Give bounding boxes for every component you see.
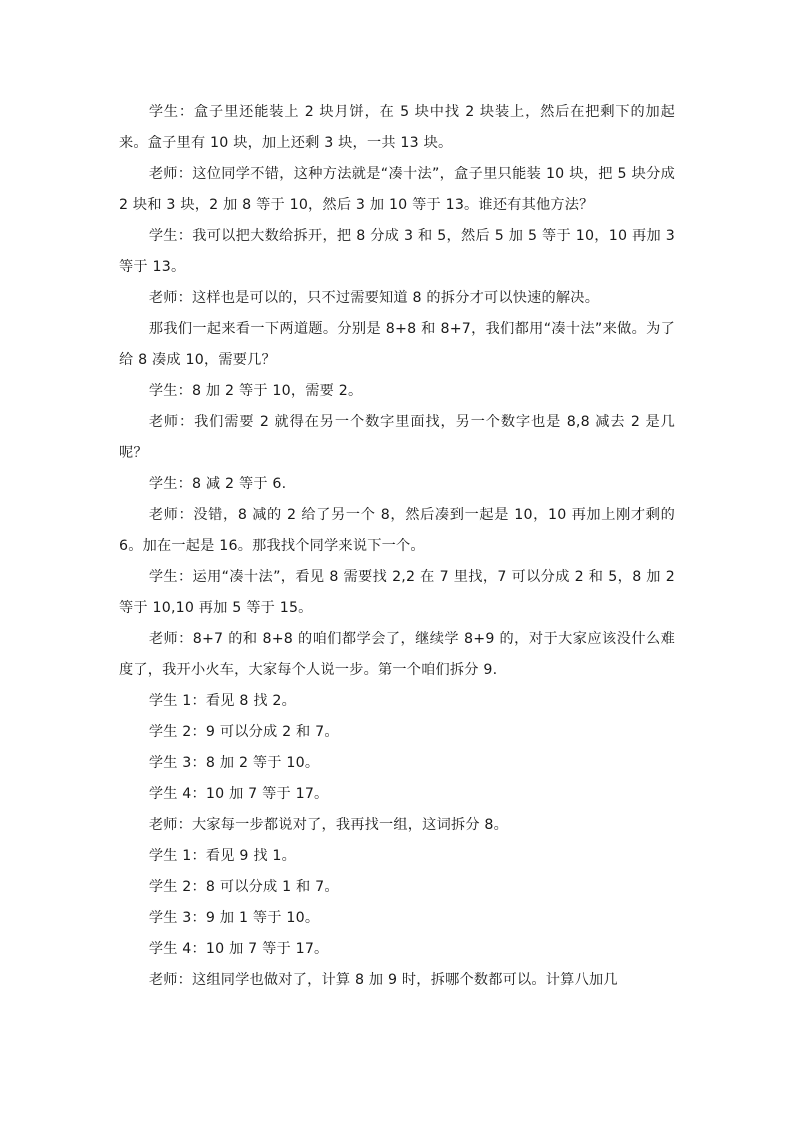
paragraph-student2-a: 学生 2：9 可以分成 2 和 7。 [148, 724, 339, 740]
paragraph-student4-b: 学生 4：10 加 7 等于 17。 [148, 941, 329, 957]
paragraph-teacher-sixteen: 老师：没错，8 减的 2 给了另一个 8，然后凑到一起是 10，10 再加上刚才剩的 6。加在一起是 16。那我找个同学来说下一个。 [119, 507, 675, 554]
paragraph-student-fifteen: 学生：运用“凑十法”，看见 8 需要找 2,2 在 7 里找，7 可以分成 2 和 5，8 加 2 等于 10,10 再加 5 等于 15。 [119, 569, 675, 616]
paragraph-student2-b: 学生 2：8 可以分成 1 和 7。 [148, 879, 339, 895]
paragraph-student1-b: 学生 1：看见 9 找 1。 [148, 848, 297, 864]
paragraph-teacher-ok: 老师：这样也是可以的，只不过需要知道 8 的拆分才可以快速的解决。 [148, 290, 600, 306]
document-body [119, 97, 675, 996]
paragraph-teacher-make-ten: 老师：这位同学不错，这种方法就是“凑十法”，盒子里只能装 10 块，把 5 块分成 2 块和 3 块，2 加 8 等于 10，然后 3 加 10 等于 13。谁还有其他方法？ [119, 166, 675, 213]
paragraph-teacher-conclusion: 老师：这组同学也做对了，计算 8 加 9 时，拆哪个数都可以。计算八加几 [148, 972, 618, 988]
paragraph-student3-a: 学生 3：8 加 2 等于 10。 [148, 755, 320, 771]
paragraph-teacher-find-two: 老师：我们需要 2 就得在另一个数字里面找，另一个数字也是 8,8 减去 2 是几呢？ [119, 414, 675, 461]
paragraph-student-mooncake: 学生：盒子里还能装上 2 块月饼，在 5 块中找 2 块装上，然后在把剩下的加起来。盒子里有 10 块，加上还剩 3 块，一共 13 块。 [119, 104, 675, 151]
paragraph-teacher-another-group: 老师：大家每一步都说对了，我再找一组，这词拆分 8。 [148, 817, 509, 833]
paragraph-student-need-two: 学生：8 加 2 等于 10，需要 2。 [148, 383, 363, 399]
paragraph-student4-a: 学生 4：10 加 7 等于 17。 [148, 786, 329, 802]
paragraph-teacher-eight-plus-nine: 老师：8+7 的和 8+8 的咱们都学会了，继续学 8+9 的，对于大家应该没什么难度了，我开小火车，大家每个人说一步。第一个咱们拆分 9. [119, 631, 675, 678]
paragraph-student-eight-minus-two: 学生：8 减 2 等于 6. [148, 476, 287, 492]
paragraph-student1-a: 学生 1：看见 8 找 2。 [148, 693, 297, 709]
paragraph-student-split-big: 学生：我可以把大数给拆开，把 8 分成 3 和 5，然后 5 加 5 等于 10，10 再加 3 等于 13。 [119, 228, 675, 275]
paragraph-student3-b: 学生 3：9 加 1 等于 10。 [148, 910, 320, 926]
paragraph-two-questions: 那我们一起来看一下两道题。分别是 8+8 和 8+7，我们都用“凑十法”来做。为了给 8 凑成 10，需要几？ [119, 321, 675, 368]
